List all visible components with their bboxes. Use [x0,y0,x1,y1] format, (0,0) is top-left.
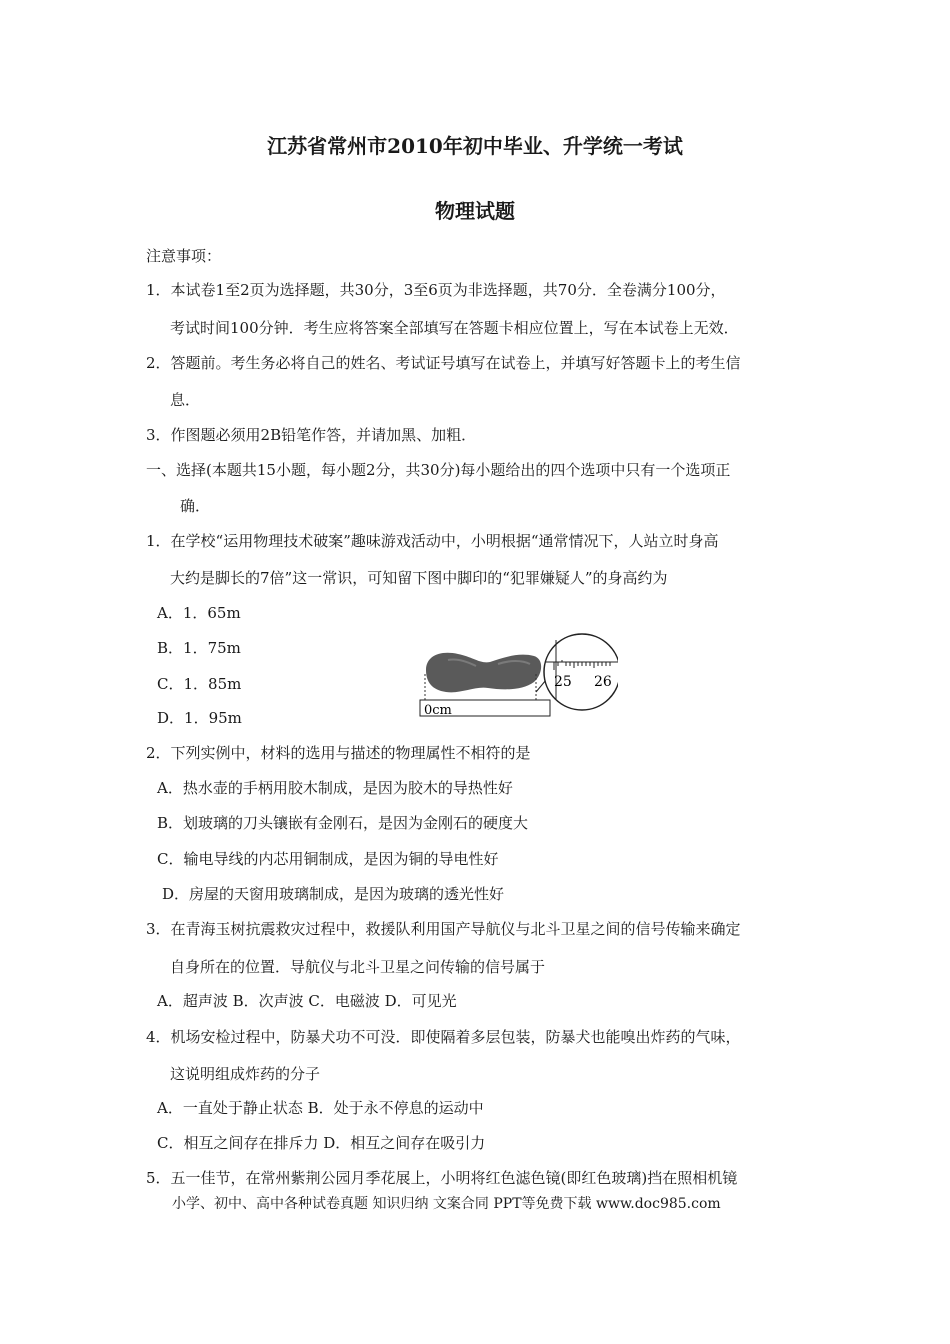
question-4-stem-cont: 这说明组成炸药的分子 [170,1065,321,1083]
question-1-option-a: A．1．65m [157,604,241,622]
question-1-stem-cont: 大约是脚长的7倍”这一常识，可知留下图中脚印的“犯罪嫌疑人”的身高约为 [170,569,668,587]
question-2-option-d: D．房屋的天窗用玻璃制成，是因为玻璃的透光性好 [162,885,505,903]
question-3-stem: 3．在青海玉树抗震救灾过程中，救援队利用国产导航仪与北斗卫星之间的信号传输来确定 [146,920,741,938]
question-2-option-b: B．划玻璃的刀头镶嵌有金刚石，是因为金刚石的硬度大 [157,814,529,832]
notice-item: 3．作图题必须用2B铅笔作答，并请加黑、加粗． [146,426,477,444]
section-heading-cont: 确． [180,497,211,515]
question-3-options: A．超声波 B．次声波 C．电磁波 D．可见光 [157,992,457,1010]
tick-label-26: 26 [594,674,612,690]
tick-label-25: 25 [554,674,572,690]
question-4-options-cd: C．相互之间存在排斥力 D．相互之间存在吸引力 [157,1134,486,1152]
section-heading: 一、选择(本题共15小题，每小题2分，共30分)每小题给出的四个选项中只有一个选项正 [146,461,731,479]
notice-item: 考试时间100分钟．考生应将答案全部填写在答题卡相应位置上，写在本试卷上无效． [170,319,739,337]
question-1-option-d: D．1．95m [157,709,242,727]
footprint-illustration [426,653,541,693]
question-1-option-c: C．1．85m [157,675,242,693]
footprint-ruler-figure [418,630,618,722]
ruler-zero-label: 0cm [424,703,452,718]
question-1-option-b: B．1．75m [157,639,241,657]
magnifier-circle [544,634,618,710]
question-2-stem: 2．下列实例中，材料的选用与描述的物理属性不相符的是 [146,744,531,762]
question-1-stem: 1．在学校“运用物理技术破案”趣味游戏活动中，小明根据“通常情况下，人站立时身高 [146,532,719,550]
page-footer: 小学、初中、高中各种试卷真题 知识归纳 文案合同 PPT等免费下载 www.doc985.com [172,1196,721,1212]
question-4-stem: 4．机场安检过程中，防暴犬功不可没．即使隔着多层包装，防暴犬也能嗅出炸药的气味， [146,1028,741,1046]
question-4-options-ab: A．一直处于静止状态 B．处于永不停息的运动中 [157,1099,484,1117]
notice-item: 1．本试卷1至2页为选择题，共30分，3至6页为非选择题，共70分．全卷满分100分， [146,281,726,299]
question-2-option-c: C．输电导线的内芯用铜制成，是因为铜的导电性好 [157,850,499,868]
page-subtitle: 物理试题 [435,199,515,223]
question-5-stem: 5．五一佳节，在常州紫荆公园月季花展上，小明将红色滤色镜(即红色玻璃)挡在照相机镜 [146,1169,738,1187]
question-3-stem-cont: 自身所在的位置．导航仪与北斗卫星之问传输的信号属于 [170,958,546,976]
notice-item: 2．答题前。考生务必将自己的姓名、考试证号填写在试卷上，并填写好答题卡上的考生信 [146,354,741,372]
question-2-option-a: A．热水壶的手柄用胶木制成，是因为胶木的导热性好 [157,779,513,797]
notice-item: 息． [170,391,201,409]
magnifier-pointer [536,680,546,692]
page-title: 江苏省常州市2010年初中毕业、升学统一考试 [267,134,683,158]
notice-heading: 注意事项： [146,247,222,265]
